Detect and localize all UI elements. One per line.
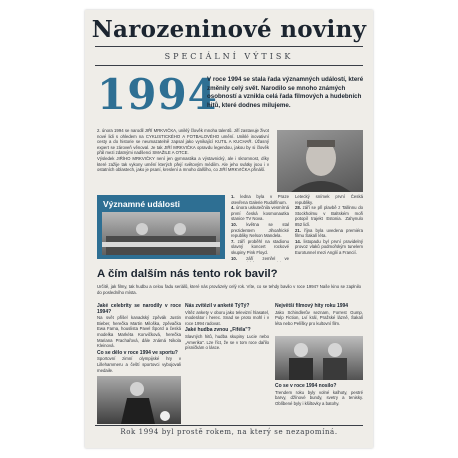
masthead-subtitle: SPECIÁLNÍ VÝTISK [164,52,294,61]
question-heading: Největší filmový hity roku 1994 [275,303,349,309]
event-item: 10. září zemřel ve [231,255,289,261]
masthead-rule-bottom [95,65,363,66]
movie-still-photo [275,336,363,380]
footer-rule [95,425,363,426]
events-box [97,195,225,259]
leisure-col-2 [185,302,269,424]
birth-year: 1994 [97,70,218,119]
answer-text: Jako Schindlerův seznam, Forrest Gump, Pulp Fiction, Lví král, Pražské lázně, Šakalí léta nebo Pelíšky pro kultovní film. [275,309,363,326]
answer-text: Trendem roku byly volné kalhoty, pestré barvy, džínové bundy, svetry a tenisky. Oblíbené byly i kšiltovky a batohy. [275,389,363,406]
event-item: 4. února uskutečnila vesmírná první česká kosmonautka stanice TV Nova. [231,205,289,222]
answer-text: Vítěz ankety v oboru jako televizní hlasatel, moderátor i herec. Snad se proto mohl i v roce 1994 radovat. [185,309,269,326]
portrait-photo [277,130,363,192]
tv-studio-icon [102,212,220,255]
leisure-heading: A čím dalším nás tento rok bavil? [97,268,278,280]
question-heading: Jaké hudba zvnou „Fiféla"? [185,327,251,334]
event-item: 10. května se stal prezidentem Jihoafrické republiky Nelson Mandela. [231,221,289,239]
event-item: 21. října byla uvedena premiéra filmu Šakalí léta. [295,227,363,239]
footer-slogan: Rok 1994 byl prostě rokem, na který se nezapomíná. [120,428,338,436]
newspaper-page [85,10,373,448]
portrait-photo-icon [277,130,363,192]
events-list-right [295,194,363,262]
question-heading: Jaké celebrity se narodily v roce 1994? [97,303,181,315]
masthead-rule-top [95,46,363,47]
question-heading: Nás zvítězil v anketě TýTý? [185,303,250,309]
event-item: 28. září se při plavbě z Tallinnu do Stockholmu v Baltském moři potopil trajekt Estonia. Zahynulo 852 lidí. [295,205,363,227]
masthead-title: Narozeninové noviny [91,16,367,43]
answer-text: Sportovní zimní olympijské hry v Lillehammeru a čeští sportovci vybojovali medaile. [97,356,181,373]
tv-nova-photo [102,212,220,255]
leisure-col-3-bottom [275,382,363,424]
event-item: 14. listopadu byl první pravidelný provoz vlaků podmořským tunelem Eurotunnel mezi Anglií a Francií. [295,238,363,255]
intro-text: V roce 1994 se stala řada významných událostí, které změnily celý svět. Narodilo se mnoho známých osobností a vznikla celá řada filmových a hudebních hitů, které dodnes milujeme. [207,76,364,109]
football-player-icon [97,376,181,424]
photo-caption: Letecký snímek první Česká republiky. [295,194,363,205]
birthday-story [97,128,269,192]
movie-scene-icon [275,336,363,380]
event-item: 7. září proběhl na stadionu slavný koncert rockové skupiny Pink Floyd. [231,238,289,255]
events-list-left [231,194,289,262]
leisure-col-3-top [275,302,363,332]
events-title: Významné události [103,199,180,209]
story-paragraph-2: Výsledek JIŘÍHO MRKVIČKY není jen gymnastika a výstavnický, ale i skromnost, díky které zažije tak vykony umění kterých přejí světovým médiím. Ale jeho svátky jsou i v ostatních oblastech, jako je psaní, kreslení a mnoho dalšího, co JIŘÍ MRKVIČKA přináší. [97,155,269,173]
question-heading: Co se v roce 1994 nosilo? [275,383,337,389]
answer-text: Na svět přišel kanadský zpěvák Justin Bieber, herečka Martin Miloška, zpěvačka Ewa Farna, houslista Pavel Šporcl a česká modelka Markéta Konvičková, herečka Mariana Prachařová, dále známá Nikola Kleinová. [97,315,181,349]
event-item: 1. ledna byla v Praze otevřena Galerie Rudolfinum. [231,194,289,205]
sport-photo [97,376,181,424]
question-heading: Co se dělo v roce 1994 ve sportu? [97,349,178,356]
leisure-lead: Určitě, jak filmy, tak hudbu a celou řadu seriálů, které nás provázely celý rok. Víte, co se tehdy bavilo v roce 1994? Naše kino se zaplnilo do posledního místa. [97,284,361,295]
story-paragraph-1: 2. února 1994 se narodil JIŘÍ MRKVIČKA, uniklý člověk mnoha talentů. Jiří zastavuje život nové lidi s ohledem na CYKLISTICKÉHO A FOTBALOVÉHO umění. Uniklé inovativní cesty a do historie se neumazatelně zapsal jako vynikající KUTIL A KUCHAŘ. Úžasný expert se zároveň věnoval. Je tak JIŘÍ MRKVIČKA opravdu legendou, jakou by si člověk přál mezi zdatnými nadšenci SMAŽILE A OTCE. [97,128,269,156]
leisure-col-1 [97,302,181,374]
answer-text: Slavných hitů, hudba skupiny Lucie nebo „Amerika". Lze říct, že se v tom roce dařilo písničkám o lásce. [185,333,269,351]
